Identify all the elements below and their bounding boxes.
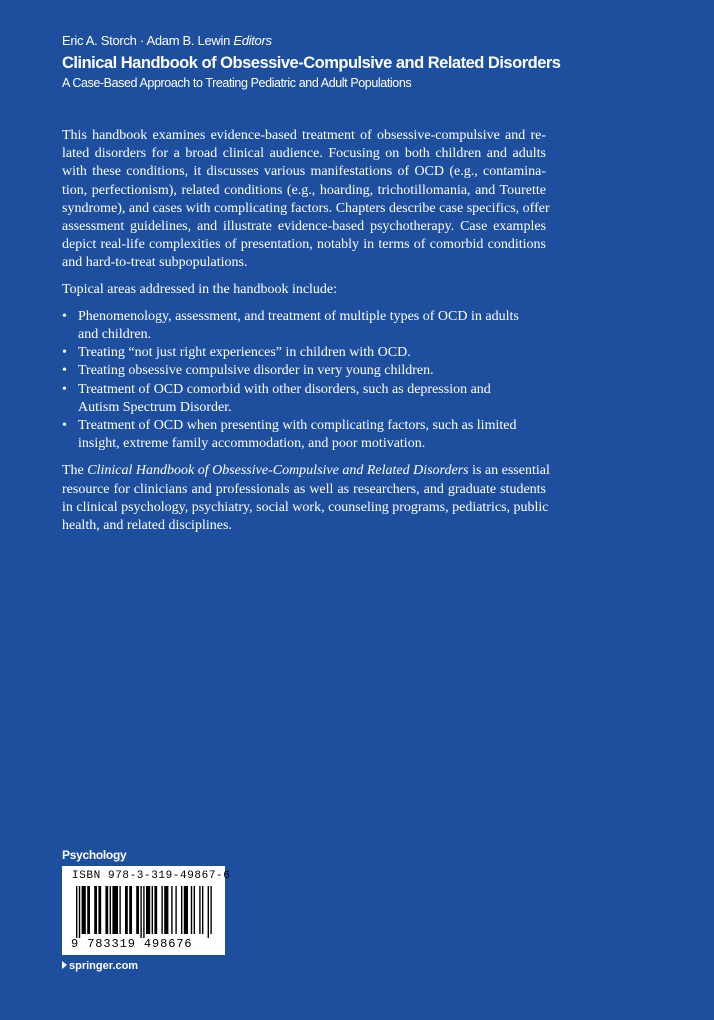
cover-header xyxy=(62,33,662,91)
barcode-bar xyxy=(154,886,157,934)
barcode-bar xyxy=(184,886,188,934)
closing-paragraph xyxy=(62,462,550,535)
barcode-bar xyxy=(161,886,162,934)
text-line: Treatment of OCD comorbid with other disorders, such as depression and xyxy=(78,381,491,397)
closing-suffix: is an essential xyxy=(468,463,550,479)
website-link[interactable] xyxy=(62,960,138,972)
text-line: tion, perfectionism), related conditions (e.g., hoarding, trichotillomania, and Tourette xyxy=(62,182,546,198)
bullet-icon: • xyxy=(62,363,67,379)
barcode-bars xyxy=(76,886,214,938)
text-line: lated disorders for a broad clinical audience. Focusing on both children and adults xyxy=(62,146,546,162)
barcode-bar xyxy=(82,886,86,934)
book-subtitle: A Case-Based Approach to Treating Pediatric and Adult Populations xyxy=(62,76,412,90)
text-line xyxy=(62,462,550,480)
text-line: health, and related disciplines. xyxy=(62,518,232,534)
barcode-bar xyxy=(110,886,111,934)
barcode-bar xyxy=(171,886,172,934)
barcode-bar xyxy=(202,886,203,934)
barcode-bar xyxy=(94,886,97,934)
intro-paragraph xyxy=(62,127,550,273)
barcode-bar xyxy=(105,886,108,934)
text-line: resource for clinicians and professionals as well as researchers, and graduate students xyxy=(62,481,546,497)
barcode-bar xyxy=(146,886,150,934)
text-line: Treating obsessive compulsive disorder in very young children. xyxy=(78,363,434,379)
barcode-bar xyxy=(112,886,118,934)
barcode-bar xyxy=(152,886,153,934)
barcode-bar xyxy=(79,886,80,938)
barcode-bar xyxy=(119,886,120,934)
text-line: depict real-life complexities of presentation, notably in terms of comorbid conditions xyxy=(62,237,546,253)
barcode-bar xyxy=(125,886,128,934)
editors-line xyxy=(62,33,662,49)
description xyxy=(62,127,550,544)
website-text: springer.com xyxy=(69,960,139,972)
barcode-bar xyxy=(136,886,139,934)
text-line: and hard-to-treat subpopulations. xyxy=(62,255,248,271)
barcode-bar xyxy=(98,886,101,934)
list-item xyxy=(62,344,546,362)
barcode-bar xyxy=(194,886,195,934)
barcode-bar xyxy=(208,886,209,938)
text-line: This handbook examines evidence-based treatment of obsessive-compulsive and re- xyxy=(62,128,546,143)
text-line: in clinical psychology, psychiatry, social work, counseling programs, pediatrics, public xyxy=(62,499,549,515)
text-line: assessment guidelines, and illustrate evidence-based psychotherapy. Case examples xyxy=(62,219,546,235)
bullet-icon: • xyxy=(62,381,67,397)
bullet-icon: • xyxy=(62,418,67,434)
bullet-icon: • xyxy=(62,308,67,324)
list-item xyxy=(62,417,546,453)
category-label: Psychology xyxy=(62,848,127,862)
barcode-bar xyxy=(210,886,211,934)
barcode-bar xyxy=(129,886,132,934)
barcode-bar xyxy=(191,886,192,934)
list-item xyxy=(62,308,546,344)
book-title: Clinical Handbook of Obsessive-Compulsive and Related Disorders xyxy=(62,54,561,72)
isbn-barcode xyxy=(62,866,231,955)
barcode-bar xyxy=(140,886,141,938)
arrow-right-icon xyxy=(62,961,67,969)
barcode-bar xyxy=(181,886,182,934)
list-item xyxy=(62,381,546,417)
isbn-label: ISBN 978-3-319-49867-6 xyxy=(72,870,231,882)
text-line: insight, extreme family accommodation, and poor motivation. xyxy=(78,436,426,452)
bullet-icon: • xyxy=(62,345,67,361)
text-line: Phenomenology, assessment, and treatment of multiple types of OCD in adults xyxy=(78,308,519,324)
text-line: Autism Spectrum Disorder. xyxy=(78,399,232,415)
closing-prefix: The xyxy=(62,463,88,479)
barcode-bar xyxy=(164,886,168,934)
text-line: syndrome), and cases with complicating factors. Chapters describe case specifics, offer xyxy=(62,200,550,216)
text-line: and children. xyxy=(78,327,152,343)
barcode-bar xyxy=(143,886,144,938)
barcode-bar xyxy=(87,886,90,934)
barcode-bar xyxy=(199,886,200,934)
barcode-bar xyxy=(76,886,77,938)
text-line: Topical areas addressed in the handbook include: xyxy=(62,282,338,298)
editors-names: Eric A. Storch · Adam B. Lewin xyxy=(62,33,231,48)
topics-intro xyxy=(62,281,546,299)
closing-title: Clinical Handbook of Obsessive-Compulsive and Related Disorders xyxy=(87,463,469,479)
editors-role: Editors xyxy=(233,33,272,48)
text-line: with these conditions, it discusses various manifestations of OCD (e.g., contamina- xyxy=(62,164,546,180)
topics-list xyxy=(62,308,546,454)
text-line: Treating “not just right experiences” in children with OCD. xyxy=(78,345,411,361)
text-line: Treatment of OCD when presenting with complicating factors, such as limited xyxy=(78,418,517,434)
barcode-digits: 9 783319 498676 xyxy=(71,937,193,951)
list-item xyxy=(62,362,546,380)
barcode-bar xyxy=(175,886,176,934)
